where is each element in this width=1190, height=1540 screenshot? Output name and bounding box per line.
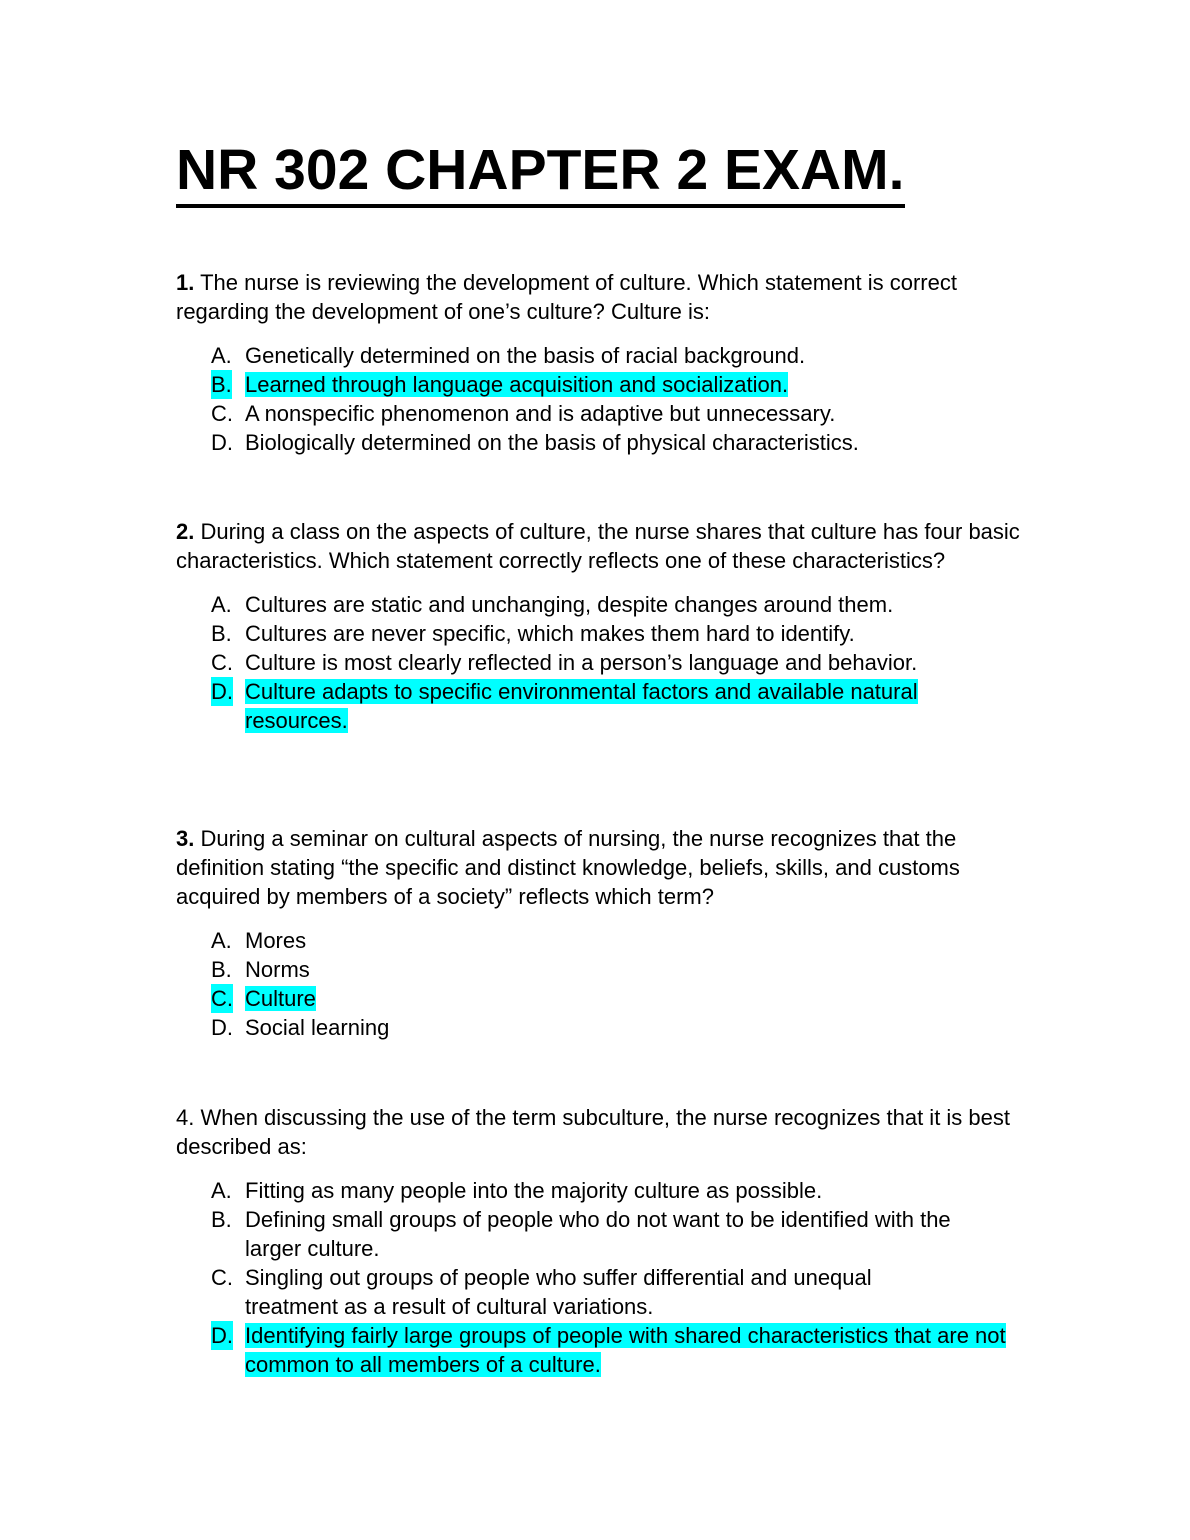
option-text: Cultures are never specific, which makes them hard to identify. (245, 621, 855, 646)
option-letter: A. (211, 343, 232, 368)
option-text: Mores (245, 928, 307, 953)
option-text: Cultures are static and unchanging, despite changes around them. (245, 592, 894, 617)
option-letter: B. (211, 621, 232, 646)
option-b (176, 619, 1026, 648)
option-letter: A. (211, 928, 232, 953)
option-list (176, 1176, 1026, 1379)
question-text: During a seminar on cultural aspects of nursing, the nurse recognizes that the definition stating “the specific and distinct knowledge, beliefs, skills, and customs acquired by members of a society” reflects which term? (176, 826, 960, 909)
option-text: Defining small groups of people who do not want to be identified with the larger culture. (245, 1207, 951, 1261)
option-d-correct (176, 677, 965, 735)
question-number: 3. (176, 826, 195, 851)
option-letter: D. (211, 1015, 233, 1040)
question-number: 4. (176, 1105, 195, 1130)
option-text: Social learning (245, 1015, 390, 1040)
option-text: A nonspecific phenomenon and is adaptive but unnecessary. (245, 401, 836, 426)
option-d (176, 1013, 1026, 1042)
question-stem (176, 517, 1026, 575)
option-text: Culture (245, 986, 316, 1011)
question-number: 2. (176, 519, 195, 544)
option-c-correct (176, 984, 1026, 1013)
question-number: 1. (176, 270, 195, 295)
option-c (176, 399, 1026, 428)
option-list (176, 926, 1026, 1042)
option-letter: A. (211, 1178, 232, 1203)
option-d (176, 428, 1026, 457)
option-letter: B. (211, 957, 232, 982)
question-1 (176, 268, 1026, 457)
option-text: Biologically determined on the basis of physical characteristics. (245, 430, 859, 455)
option-letter: A. (211, 592, 232, 617)
page-title: NR 302 CHAPTER 2 EXAM. (176, 136, 905, 208)
option-text: Identifying fairly large groups of people with shared characteristics that are not common to all members of a culture. (245, 1323, 1006, 1377)
question-stem (176, 1103, 1026, 1161)
question-3 (176, 824, 1026, 1042)
option-b (176, 1205, 965, 1263)
option-d-correct (176, 1321, 1025, 1379)
option-text: Norms (245, 957, 310, 982)
option-c (176, 1263, 945, 1321)
option-text: Culture is most clearly reflected in a person’s language and behavior. (245, 650, 918, 675)
question-text: During a class on the aspects of culture, the nurse shares that culture has four basic characteristics. Which statement correctly reflects one of these characteristics? (176, 519, 1020, 573)
option-a (176, 926, 1026, 955)
question-4 (176, 1103, 1026, 1379)
option-letter: D. (211, 430, 233, 455)
option-text: Fitting as many people into the majority culture as possible. (245, 1178, 823, 1203)
option-letter: C. (211, 401, 233, 426)
option-letter: C. (211, 650, 233, 675)
option-letter: D. (211, 679, 233, 704)
option-b-correct (176, 370, 1026, 399)
option-letter: D. (211, 1323, 233, 1348)
option-a (176, 341, 1026, 370)
option-a (176, 1176, 1026, 1205)
option-c (176, 648, 1026, 677)
option-list (176, 341, 1026, 457)
option-text: Learned through language acquisition and socialization. (245, 372, 789, 397)
option-b (176, 955, 1026, 984)
question-2 (176, 517, 1026, 735)
question-stem (176, 268, 1026, 326)
option-a (176, 590, 1026, 619)
option-text: Singling out groups of people who suffer differential and unequal treatment as a result of cultural variations. (245, 1265, 872, 1319)
question-stem (176, 824, 1026, 911)
option-letter: B. (211, 1207, 232, 1232)
option-letter: C. (211, 1265, 233, 1290)
option-letter: C. (211, 986, 233, 1011)
question-text: When discussing the use of the term subculture, the nurse recognizes that it is best described as: (176, 1105, 1011, 1159)
option-list (176, 590, 1026, 735)
question-text: The nurse is reviewing the development of culture. Which statement is correct regarding the development of one’s culture? Culture is: (176, 270, 957, 324)
option-letter: B. (211, 372, 232, 397)
option-text: Genetically determined on the basis of racial background. (245, 343, 806, 368)
option-text: Culture adapts to specific environmental factors and available natural resources. (245, 679, 918, 733)
